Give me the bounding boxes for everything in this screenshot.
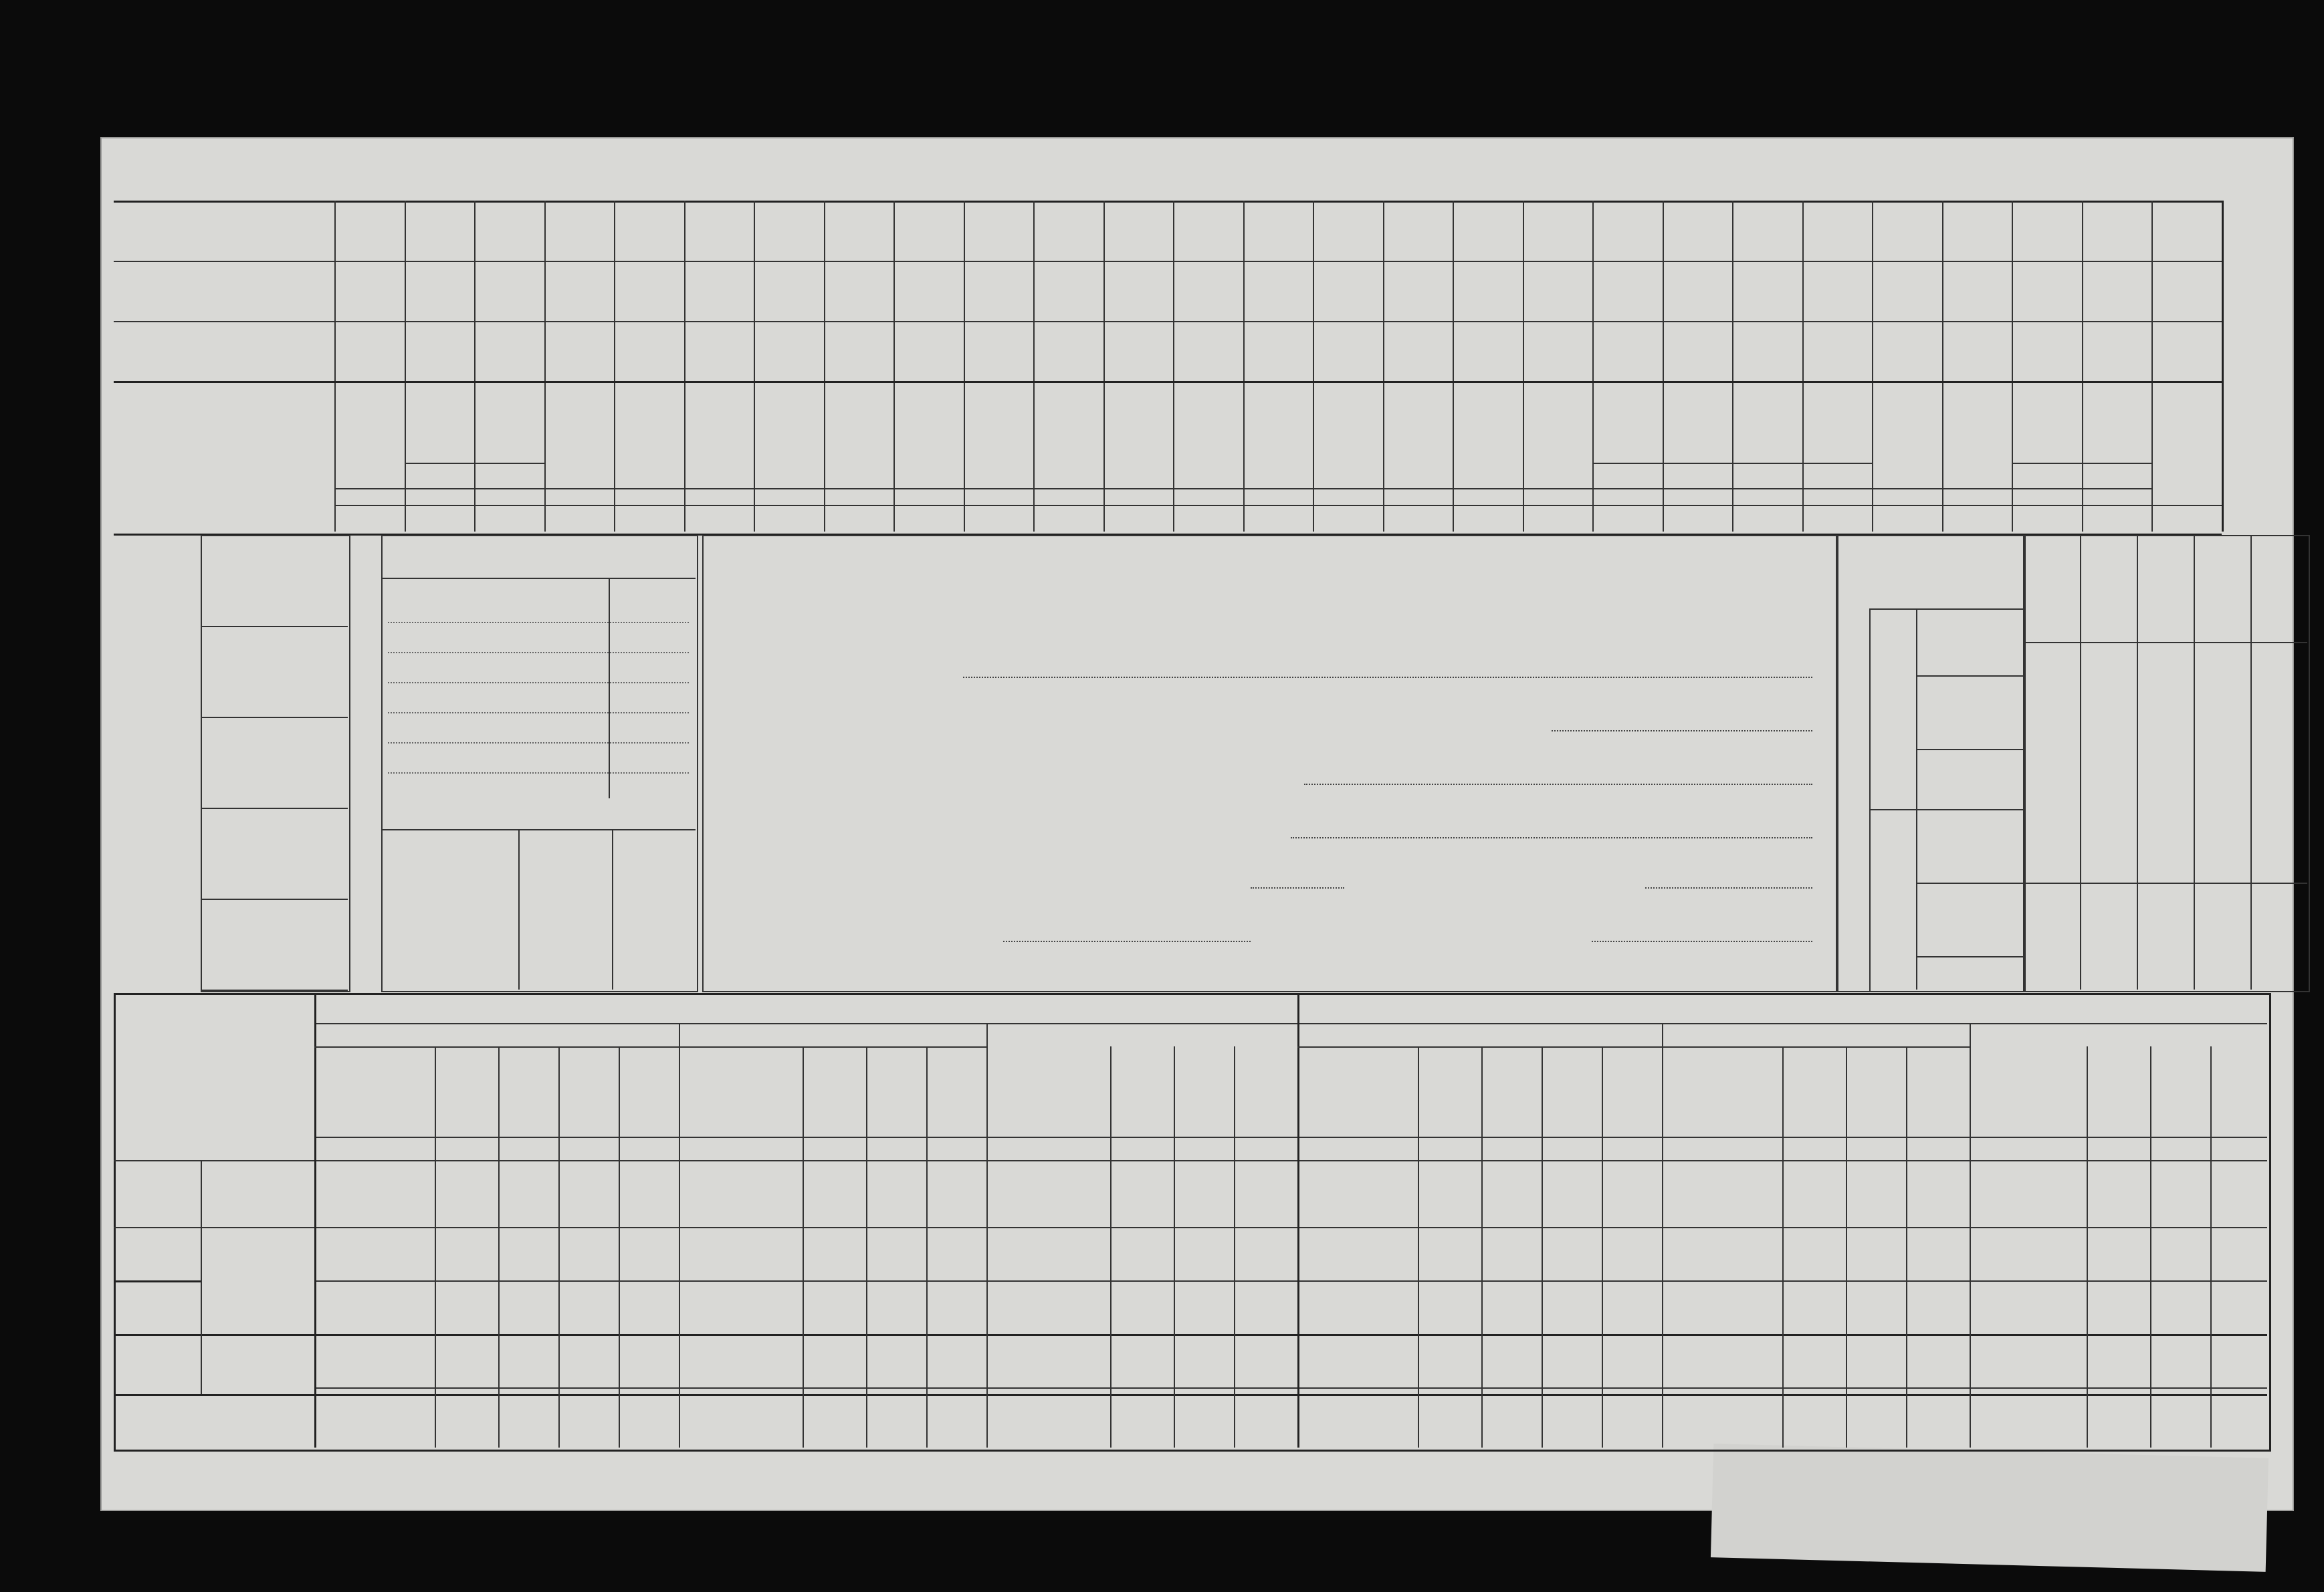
top-row-line bbox=[1802, 261, 1873, 262]
pashni-line bbox=[1662, 1046, 1970, 1048]
top-col-label-93 bbox=[1455, 388, 1520, 488]
orchard-col-line bbox=[612, 829, 613, 990]
top-row-line bbox=[1313, 321, 1383, 322]
top-col-line bbox=[964, 201, 965, 532]
lease-col-label-116 bbox=[1238, 1050, 1293, 1130]
lease-col-line bbox=[1970, 1023, 1971, 1448]
family-col-line bbox=[2080, 535, 2081, 990]
lease-col-label-123 bbox=[1786, 1050, 1842, 1130]
top-row-line bbox=[964, 321, 1034, 322]
top-col-label-101 bbox=[2014, 388, 2079, 488]
q-village-distance-fill bbox=[1645, 887, 1812, 889]
lease-hline bbox=[114, 1394, 2267, 1396]
top-col-line bbox=[1103, 201, 1105, 532]
top-col-line bbox=[2151, 201, 2153, 532]
top-col-label-85 bbox=[896, 388, 961, 488]
population-sub-1 bbox=[1923, 679, 1956, 745]
top-row-line bbox=[2151, 261, 2222, 262]
top-col-label-80 bbox=[547, 388, 612, 488]
private-block bbox=[702, 535, 1838, 992]
top-row-line bbox=[2082, 321, 2152, 322]
top-col-label-96 bbox=[1665, 388, 1730, 488]
top-row-line bbox=[684, 261, 754, 262]
q-other-land-fill bbox=[1552, 730, 1812, 731]
top-col-label-89 bbox=[1176, 388, 1241, 488]
lease-hline bbox=[314, 1280, 2267, 1282]
top-header-line bbox=[893, 381, 964, 383]
lease-col-line bbox=[2150, 1046, 2151, 1448]
top-header-line bbox=[334, 381, 405, 383]
lease-hline bbox=[114, 1227, 2267, 1228]
lease-col-line bbox=[1174, 1046, 1175, 1448]
top-col-label-87 bbox=[1036, 388, 1101, 488]
family-mid-line bbox=[2023, 883, 2307, 884]
top-col-line bbox=[1173, 201, 1174, 532]
top-col-line bbox=[1942, 201, 1943, 532]
top-col-line bbox=[1383, 201, 1384, 532]
population-sub-4 bbox=[1923, 887, 1956, 952]
top-row-line bbox=[824, 261, 894, 262]
top-row-line bbox=[614, 321, 684, 322]
q-farming-fill bbox=[1291, 837, 1812, 838]
lease-col-line bbox=[558, 1046, 560, 1448]
top-header-line bbox=[1033, 381, 1103, 383]
enterprises-block bbox=[381, 535, 698, 992]
lease-hline bbox=[114, 1160, 2267, 1161]
family-block bbox=[2023, 535, 2310, 992]
top-col-line bbox=[1663, 201, 1664, 532]
top-header-line bbox=[684, 381, 754, 383]
top-col-line bbox=[614, 201, 615, 532]
enterprises-header-line bbox=[381, 578, 696, 579]
top-col-label-90 bbox=[1246, 388, 1311, 488]
family-mid-line bbox=[2023, 642, 2307, 643]
top-col-line bbox=[824, 201, 825, 532]
top-header-line bbox=[1453, 381, 1523, 383]
lease-mid-divider bbox=[1297, 993, 1299, 1448]
top-col-line bbox=[1313, 201, 1314, 532]
q-owner-fill bbox=[963, 677, 1812, 678]
top-row-leased bbox=[114, 261, 334, 322]
top-header-line bbox=[1732, 381, 1802, 383]
enterprise-dotted-row bbox=[388, 622, 689, 623]
sex-col-line bbox=[1916, 608, 1917, 990]
lease-group-line bbox=[201, 1160, 202, 1394]
top-col-line bbox=[2082, 201, 2083, 532]
lease-col-line bbox=[866, 1046, 867, 1448]
enterprise-dotted-row bbox=[388, 682, 689, 683]
top-col-label-92 bbox=[1386, 388, 1451, 488]
lease-col-label-125 bbox=[1910, 1050, 1966, 1130]
top-row-line bbox=[1033, 261, 1103, 262]
enterprise-dotted-row bbox=[388, 652, 689, 653]
orchard-col-line bbox=[518, 829, 520, 990]
lease-col-label-108 bbox=[623, 1050, 675, 1130]
lease-col-line bbox=[435, 1046, 436, 1448]
top-row-line bbox=[334, 321, 405, 322]
lease-col-line bbox=[926, 1046, 928, 1448]
top-header-line bbox=[614, 381, 684, 383]
top-row-line bbox=[1313, 261, 1383, 262]
top-row-line bbox=[2151, 321, 2222, 322]
num-line bbox=[334, 505, 2222, 506]
top-col-line bbox=[1802, 201, 1804, 532]
top-col-label-100 bbox=[1945, 388, 2010, 488]
top-col-label-98 bbox=[1805, 388, 1870, 488]
workers-row bbox=[201, 899, 348, 991]
top-header-line bbox=[1592, 381, 1663, 383]
top-row-line bbox=[1592, 321, 1663, 322]
perennial-grass-group bbox=[1592, 463, 1872, 464]
top-row-line bbox=[684, 321, 754, 322]
lease-col-label-120 bbox=[1546, 1050, 1598, 1130]
orchard-header-line bbox=[381, 829, 696, 830]
top-row-line bbox=[2012, 321, 2082, 322]
lease-col-label-121 bbox=[1606, 1050, 1658, 1130]
top-col-label-102 bbox=[2085, 388, 2149, 488]
top-row-line bbox=[1453, 321, 1523, 322]
lease-col-line bbox=[498, 1046, 500, 1448]
top-col-label-88 bbox=[1106, 388, 1171, 488]
top-col-line bbox=[405, 201, 406, 532]
top-header-line bbox=[1173, 381, 1243, 383]
lease-col-line bbox=[1481, 1046, 1483, 1448]
top-row-line bbox=[1872, 261, 1942, 262]
top-header-line bbox=[2082, 381, 2152, 383]
top-row-line bbox=[544, 321, 615, 322]
top-col-line bbox=[1592, 201, 1594, 532]
top-row-line bbox=[964, 261, 1034, 262]
top-header-line bbox=[824, 381, 894, 383]
top-col-label-99 bbox=[1875, 388, 1939, 488]
top-row-line bbox=[405, 321, 475, 322]
top-col-label-95 bbox=[1595, 388, 1660, 488]
lease-col-label-105 bbox=[439, 1050, 494, 1130]
top-row-line bbox=[2082, 261, 2152, 262]
top-col-label-83 bbox=[756, 388, 821, 488]
top-header-line bbox=[544, 381, 615, 383]
fallow-group bbox=[2012, 463, 2151, 464]
top-col-line bbox=[1872, 201, 1873, 532]
top-row-line bbox=[474, 321, 544, 322]
top-col-line bbox=[544, 201, 546, 532]
top-col-label-84 bbox=[827, 388, 891, 488]
lease-col-line bbox=[1542, 1046, 1543, 1448]
population-sub-3 bbox=[1923, 813, 1956, 879]
top-header-line bbox=[1872, 381, 1942, 383]
lease-col-line bbox=[986, 1023, 988, 1448]
lease-col-line bbox=[1110, 1046, 1112, 1448]
top-col-label-77 bbox=[337, 388, 402, 488]
family-col-line bbox=[2250, 535, 2252, 990]
top-col-line bbox=[893, 201, 895, 532]
top-row-line bbox=[544, 261, 615, 262]
top-col-line bbox=[754, 201, 755, 532]
top-header-line bbox=[2151, 381, 2222, 383]
top-row-line bbox=[893, 321, 964, 322]
top-col-line-end bbox=[2222, 201, 2224, 532]
top-col-line bbox=[1453, 201, 1454, 532]
top-header-line bbox=[474, 381, 544, 383]
top-row-line bbox=[1523, 321, 1593, 322]
lease-col-label-107 bbox=[562, 1050, 615, 1130]
top-col-label-103 bbox=[2154, 388, 2219, 488]
non-allot-box bbox=[114, 1280, 201, 1282]
top-row-line bbox=[1103, 321, 1174, 322]
top-header-line bbox=[754, 381, 824, 383]
top-col-label-97 bbox=[1735, 388, 1800, 488]
top-row-line bbox=[1732, 321, 1802, 322]
enterprise-dotted-row bbox=[388, 772, 689, 774]
top-row-line bbox=[1802, 321, 1873, 322]
top-header-line bbox=[1802, 381, 1873, 383]
lease-left-line bbox=[314, 993, 316, 1448]
count-col-line bbox=[609, 578, 610, 798]
pashni-line bbox=[679, 1046, 986, 1048]
top-row-line bbox=[1942, 321, 2012, 322]
top-row-line bbox=[1663, 261, 1733, 262]
top-row-line bbox=[754, 321, 824, 322]
lease-col-label-129 bbox=[2214, 1050, 2263, 1130]
top-row-line bbox=[1033, 321, 1103, 322]
top-row-line bbox=[1453, 261, 1523, 262]
lease-col-line bbox=[619, 1046, 620, 1448]
family-col-line bbox=[2023, 535, 2024, 990]
top-col-label-86 bbox=[966, 388, 1031, 488]
lease-col-label-112 bbox=[930, 1050, 982, 1130]
top-row-line bbox=[1732, 261, 1802, 262]
lease-col-label-114 bbox=[1114, 1050, 1170, 1130]
top-row-line bbox=[1592, 261, 1663, 262]
lease-col-line bbox=[1906, 1046, 1907, 1448]
top-header-line bbox=[2012, 381, 2082, 383]
population-sub-0 bbox=[1923, 612, 1956, 671]
workers-row bbox=[201, 626, 348, 718]
top-row-line bbox=[334, 261, 405, 262]
lease-col-line bbox=[1782, 1046, 1784, 1448]
top-row-line bbox=[614, 261, 684, 262]
lease-hline bbox=[314, 1387, 2267, 1389]
top-row-own bbox=[114, 321, 334, 382]
top-col-line bbox=[334, 201, 336, 532]
lease-col-label-127 bbox=[2091, 1050, 2146, 1130]
top-header-line bbox=[964, 381, 1034, 383]
family-col-line bbox=[2137, 535, 2138, 990]
q-village-fill bbox=[1251, 887, 1344, 889]
lease-col-line bbox=[1418, 1046, 1419, 1448]
top-row-line bbox=[1243, 321, 1313, 322]
top-row-line bbox=[474, 261, 544, 262]
top-header-line bbox=[1243, 381, 1313, 383]
top-col-line bbox=[2012, 201, 2013, 532]
lease-hline bbox=[314, 1137, 2267, 1138]
top-header-line bbox=[1523, 381, 1593, 383]
top-row-on-lands bbox=[114, 381, 334, 534]
torn-paper-flap bbox=[1711, 1444, 2268, 1572]
top-col-line bbox=[1523, 201, 1524, 532]
top-header-line bbox=[1942, 381, 2012, 383]
top-row-line bbox=[2012, 261, 2082, 262]
top-row-line bbox=[824, 321, 894, 322]
lease-col-line bbox=[679, 1023, 680, 1448]
top-row-line bbox=[1383, 261, 1453, 262]
top-header-line bbox=[1663, 381, 1733, 383]
banner-line bbox=[334, 488, 2151, 489]
top-row-total bbox=[114, 201, 334, 262]
top-header-line bbox=[405, 381, 475, 383]
top-row-line bbox=[1243, 261, 1313, 262]
workers-row bbox=[201, 535, 348, 627]
q-market-fill bbox=[1003, 941, 1251, 942]
top-row-line bbox=[1523, 261, 1593, 262]
lease-col-line bbox=[1602, 1046, 1603, 1448]
enterprise-dotted-row bbox=[388, 712, 689, 713]
lease-col-label-110 bbox=[807, 1050, 862, 1130]
q-market-distance-fill bbox=[1592, 941, 1812, 942]
top-row-line bbox=[1173, 261, 1243, 262]
lease-col-line bbox=[2210, 1046, 2212, 1448]
top-col-label-94 bbox=[1525, 388, 1590, 488]
top-header-line bbox=[1383, 381, 1453, 383]
top-col-line bbox=[1033, 201, 1035, 532]
lease-hline bbox=[314, 1023, 2267, 1024]
lease-col-label-118 bbox=[1422, 1050, 1477, 1130]
top-col-line bbox=[1243, 201, 1245, 532]
top-row-line bbox=[1942, 261, 2012, 262]
lease-col-line bbox=[2087, 1046, 2088, 1448]
top-header-line bbox=[1313, 381, 1383, 383]
top-row-line bbox=[1173, 321, 1243, 322]
top-row-line bbox=[1103, 261, 1174, 262]
top-row-line bbox=[405, 261, 475, 262]
top-col-line bbox=[684, 201, 685, 532]
pashni-line bbox=[1297, 1046, 1662, 1048]
top-col-label-91 bbox=[1315, 388, 1380, 488]
enterprise-dotted-row bbox=[388, 742, 689, 744]
top-col-label-82 bbox=[687, 388, 752, 488]
lease-col-line bbox=[803, 1046, 804, 1448]
lease-col-line bbox=[1234, 1046, 1235, 1448]
population-sub-2 bbox=[1923, 753, 1956, 805]
top-col-line bbox=[1732, 201, 1733, 532]
lease-hline bbox=[114, 1334, 2267, 1336]
lease-col-line bbox=[1846, 1046, 1847, 1448]
top-row-line bbox=[893, 261, 964, 262]
winter-wheat-group bbox=[405, 463, 544, 464]
top-row-line bbox=[1663, 321, 1733, 322]
family-col-line bbox=[2194, 535, 2195, 990]
sex-divider bbox=[1869, 809, 1916, 810]
q-land-type-fill bbox=[1304, 784, 1812, 785]
lease-col-line bbox=[1662, 1023, 1663, 1448]
top-col-label-81 bbox=[617, 388, 681, 488]
top-header-line bbox=[1103, 381, 1174, 383]
top-row-line bbox=[754, 261, 824, 262]
top-col-line bbox=[474, 201, 476, 532]
workers-row bbox=[201, 808, 348, 900]
workers-row bbox=[201, 717, 348, 809]
top-row-line bbox=[1872, 321, 1942, 322]
pashni-line bbox=[314, 1046, 679, 1048]
top-row-line bbox=[1383, 321, 1453, 322]
